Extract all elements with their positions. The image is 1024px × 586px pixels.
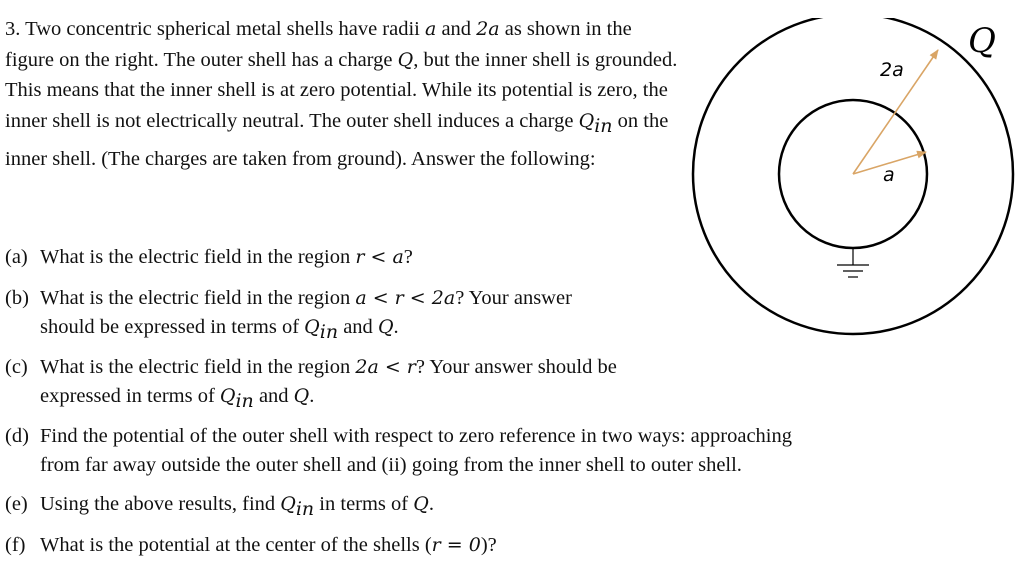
ground-symbol — [837, 248, 869, 277]
question-c: (c) What is the electric field in the region 2a < r? Your answer should be expressed in terms of $Q_{in}$ and Q. — [5, 356, 617, 412]
spherical-shells-figure — [686, 18, 1021, 343]
math-a: a — [425, 18, 437, 40]
math-2a: 2a — [476, 18, 500, 40]
question-e: (e) Using the above results, find $Q_{in}$ in terms of Q. — [5, 493, 434, 521]
question-b: (b) What is the electric field in the region a < r < 2a? Your answer should be expressed in terms of $Q_{in}$ and Q. — [5, 287, 572, 343]
question-a: (a) What is the electric field in the region r < a? — [5, 246, 413, 268]
inner-radius-label: a — [883, 164, 895, 186]
charge-q-label: Q — [968, 21, 996, 61]
outer-radius-label: 2a — [880, 59, 904, 81]
question-f: (f) What is the potential at the center of the shells (r = 0)? — [5, 534, 497, 556]
outer-shell — [693, 18, 1013, 334]
question-d: (d) Find the potential of the outer shell with respect to zero reference in two ways: approaching from far away outside the outer shell and (ii) going from the inner shell to outer shell. — [5, 425, 792, 476]
math-qin: Q — [578, 109, 595, 132]
math-q: Q — [397, 48, 414, 71]
problem-statement: 3. Two concentric spherical metal shells have radii a and 2a as shown in the figure on the right. The outer shell has a charge Q, but the inner shell is grounded. This means that the inner shell is at zero potential. While its potential is zero, the inner shell is not electrically neutral. The outer shell induces a charge $Q_{in}$ on the inner shell. (The charges are taken from ground). Answer the following: — [5, 18, 678, 171]
